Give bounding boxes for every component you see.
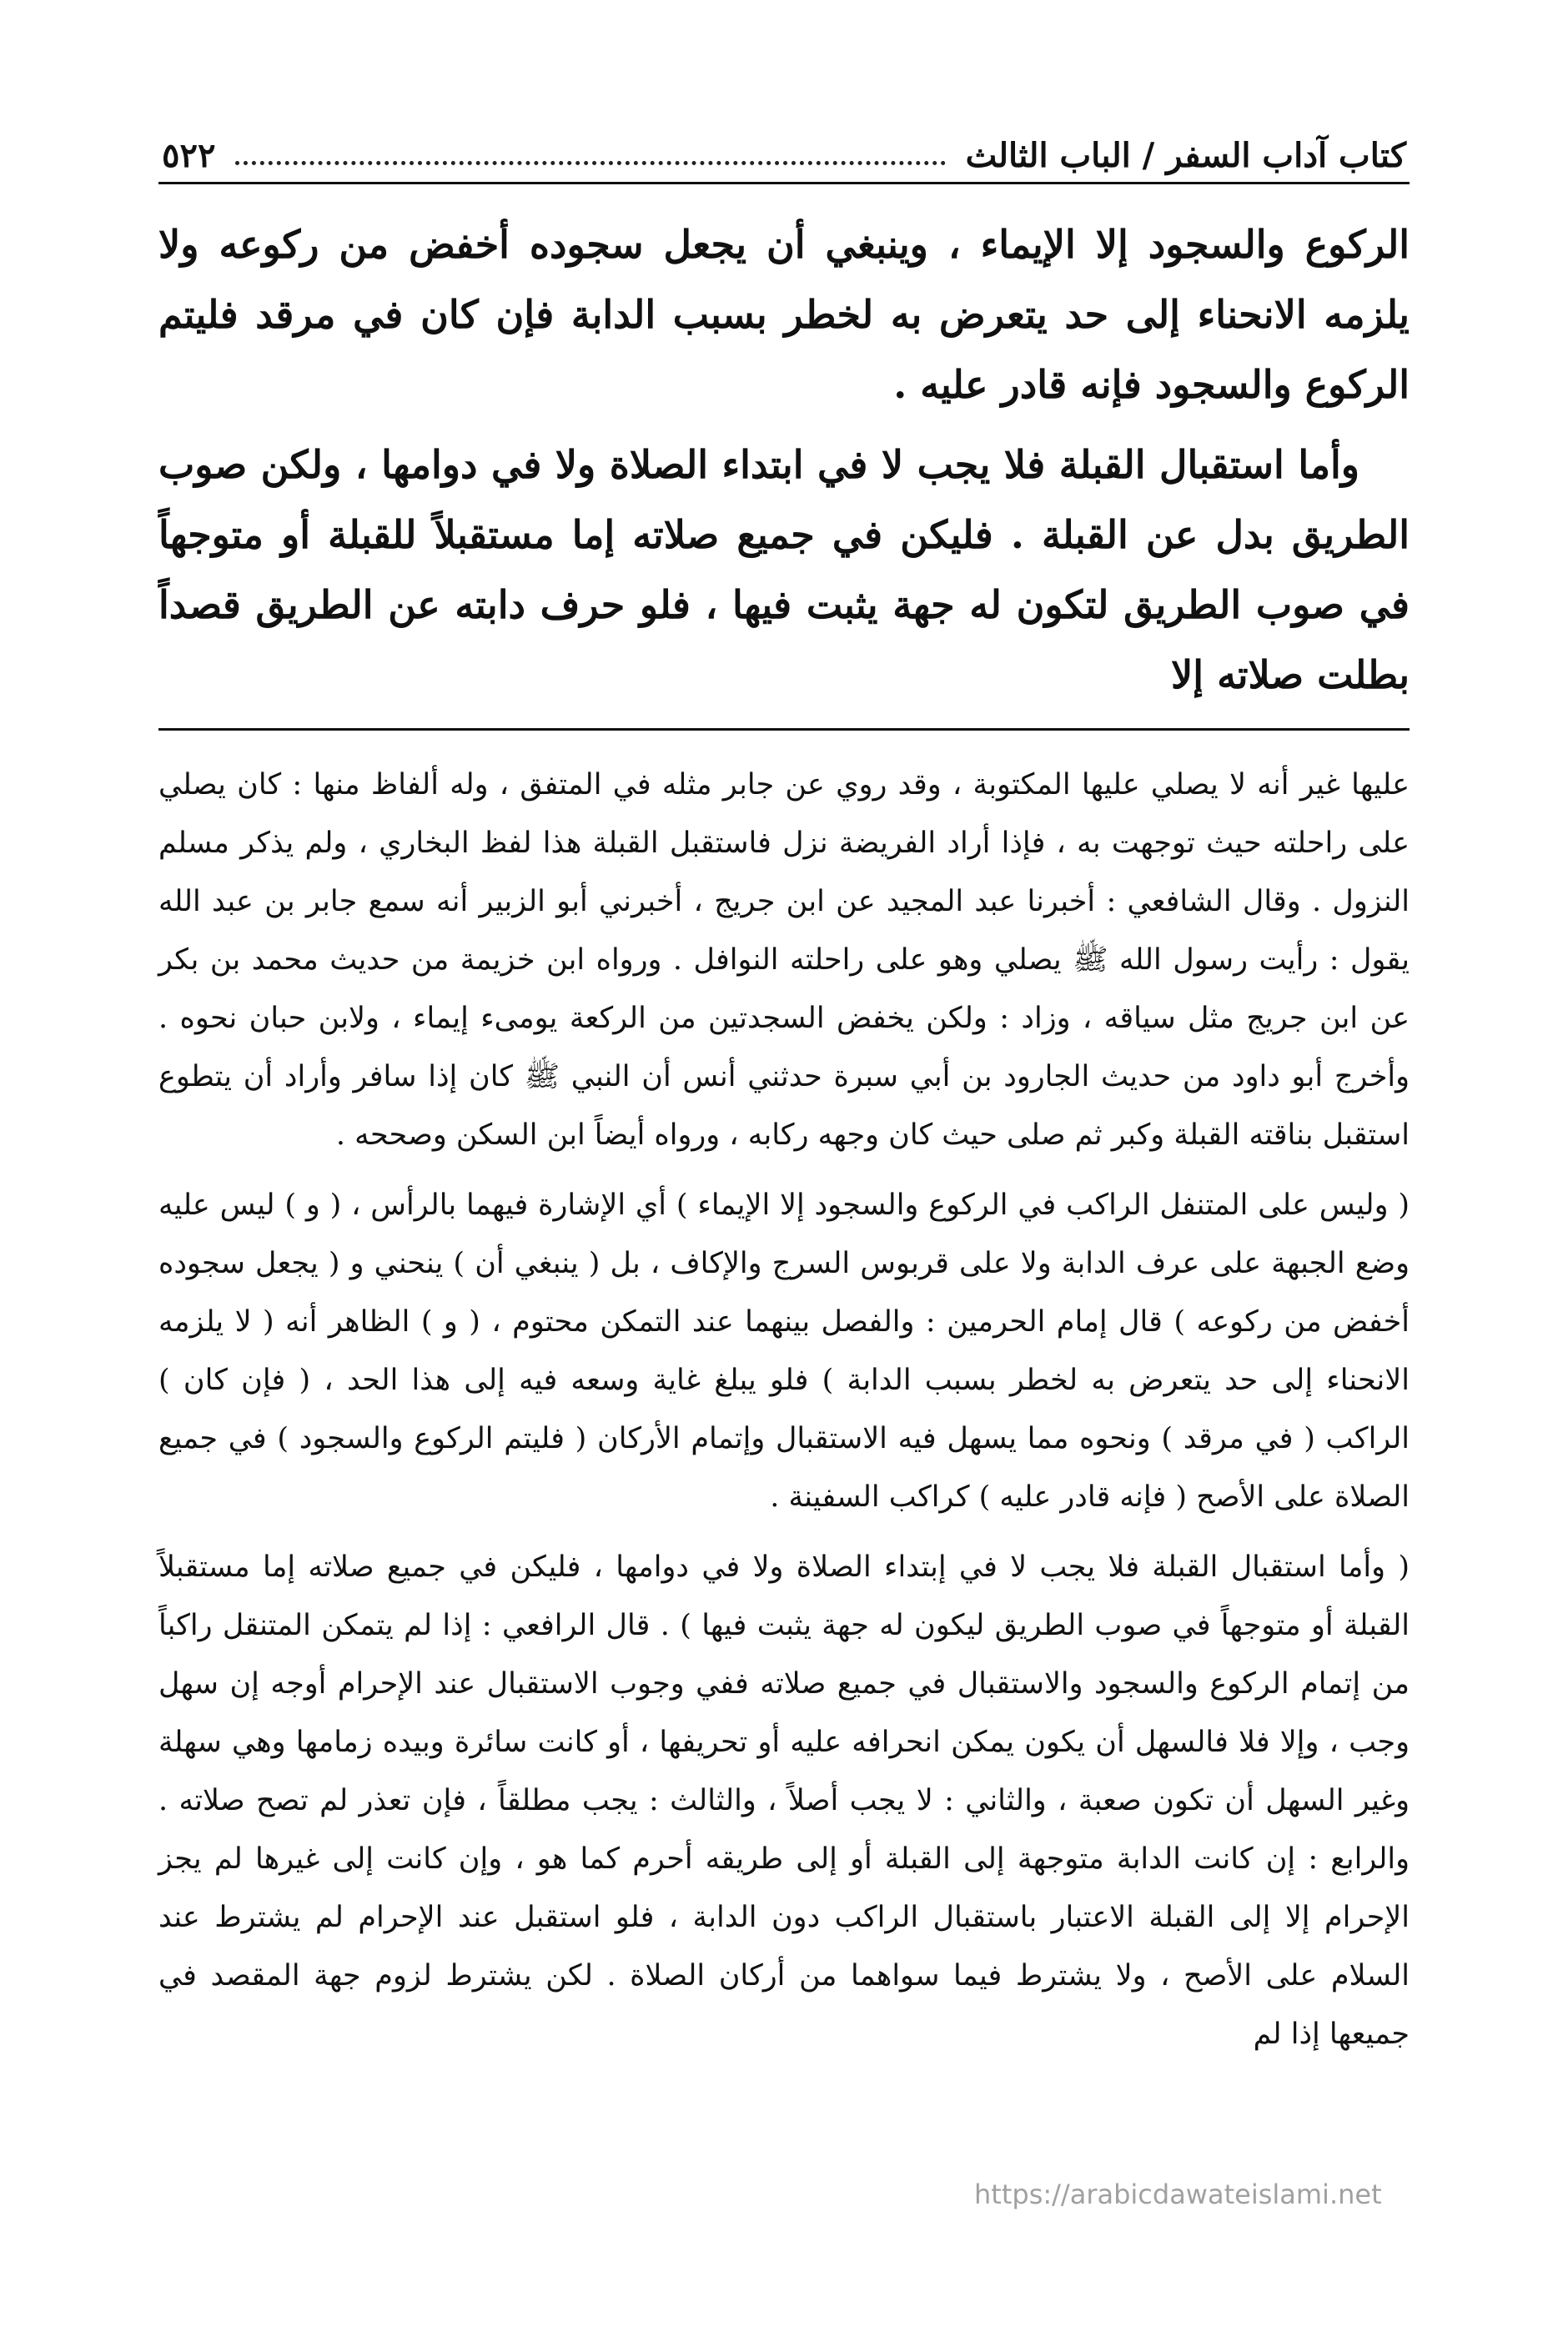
main-paragraph-2: وأما استقبال القبلة فلا يجب لا في ابتداء الصلاة ولا في دوامها ، ولكن صوب الطريق بدل عن القبلة . فليكن في جميع صلاته إما مستقبلاً للقبلة أو متوجهاً في صوب الطريق لتكون له جهة يثبت فيها ، فلو حرف دابته عن الطريق قصداً بطلت صلاته إلا (158, 442, 1410, 697)
commentary-paragraph-3: ( وأما استقبال القبلة فلا يجب لا في إبتداء الصلاة ولا في دوامها ، فليكن في جميع صلاته إما مستقبلاً القبلة أو متوجهاً في صوب الطريق ليكون له جهة يثبت فيها ) . قال الرافعي : إذا لم يتمكن المتنقل راكباً من إتمام الركوع والسجود والاستقبال في جميع صلاته ففي وجوب الاستقبال عند الإحرام أوجه إن سهل وجب ، وإلا فلا فالسهل أن يكون يمكن انحرافه عليه أو تحريفها ، أو كانت سائرة وبيده زمامها وهي سهلة وغير السهل أن تكون صعبة ، والثاني : لا يجب أصلاً ، والثالث : يجب مطلقاً ، فإن تعذر لم تصح صلاته . والرابع : إن كانت الدابة متوجهة إلى القبلة أو إلى طريقه أحرم كما هو ، وإن كانت إلى غيرها لم يجز الإحرام إلا إلى القبلة الاعتبار باستقبال الراكب دون الدابة ، فلو استقبل عند الإحرام لم يشترط عند السلام على الأصح ، ولا يشترط فيما سواهما من أركان الصلاة . لكن يشترط لزوم جهة المقصد في جميعها إذا لم (158, 1550, 1410, 2051)
main-paragraph-1: الركوع والسجود إلا الإيماء ، وينبغي أن يجعل سجوده أخفض من ركوعه ولا يلزمه الانحناء إلى حد يتعرض به لخطر بسبب الدابة فإن كان في مرقد فليتم الركوع والسجود فإنه قادر عليه . (158, 222, 1410, 407)
commentary-paragraph-2: ( وليس على المتنفل الراكب في الركوع والسجود إلا الإيماء ) أي الإشارة فيهما بالرأس ، ( و ) ليس عليه وضع الجبهة على عرف الدابة ولا على قربوس السرج والإكاف ، بل ( ينبغي أن ) ينحني و ( يجعل سجوده أخفض من ركوعه ) قال إمام الحرمين : والفصل بينهما عند التمكن محتوم ، ( و ) الظاهر أنه ( لا يلزمه الانحناء إلى حد يتعرض به لخطر بسبب الدابة ) فلو يبلغ غاية وسعه فيه إلى هذا الحد ، ( فإن كان ) الراكب ( في مرقد ) ونحوه مما يسهل فيه الاستقبال وإتمام الأركان ( فليتم الركوع والسجود ) في جميع الصلاة على الأصح ( فإنه قادر عليه ) كراكب السفينة . (158, 1189, 1410, 1514)
footnote-divider (158, 728, 1410, 731)
book-page (158, 100, 1410, 2269)
watermark-url: https://arabicdawateislami.net (974, 2179, 1382, 2210)
running-header (158, 100, 1410, 184)
leader-dots (235, 161, 945, 165)
commentary (158, 756, 1410, 2063)
main-text (158, 209, 1410, 710)
chapter-title: كتاب آداب السفر / الباب الثالث (965, 136, 1406, 175)
page-number: ٥٢٢ (162, 136, 216, 175)
commentary-paragraph-1: عليها غير أنه لا يصلي عليها المكتوبة ، وقد روي عن جابر مثله في المتفق ، وله ألفاظ منها : كان يصلي على راحلته حيث توجهت به ، فإذا أراد الفريضة نزل فاستقبل القبلة هذا لفظ البخاري ، ولم يذكر مسلم النزول . وقال الشافعي : أخبرنا عبد المجيد عن ابن جريج ، أخبرني أبو الزبير أنه سمع جابر بن عبد الله يقول : رأيت رسول الله ﷺ يصلي وهو على راحلته النوافل . ورواه ابن خزيمة من حديث محمد بن بكر عن ابن جريج مثل سياقه ، وزاد : ولكن يخفض السجدتين من الركعة يومىء إيماء ، ولابن حبان نحوه . وأخرج أبو داود من حديث الجارود بن أبي سبرة حدثني أنس أن النبي ﷺ كان إذا سافر وأراد أن يتطوع استقبل بناقته القبلة وكبر ثم صلى حيث كان وجهه ركابه ، ورواه أيضاً ابن السكن وصححه . (158, 768, 1410, 1152)
